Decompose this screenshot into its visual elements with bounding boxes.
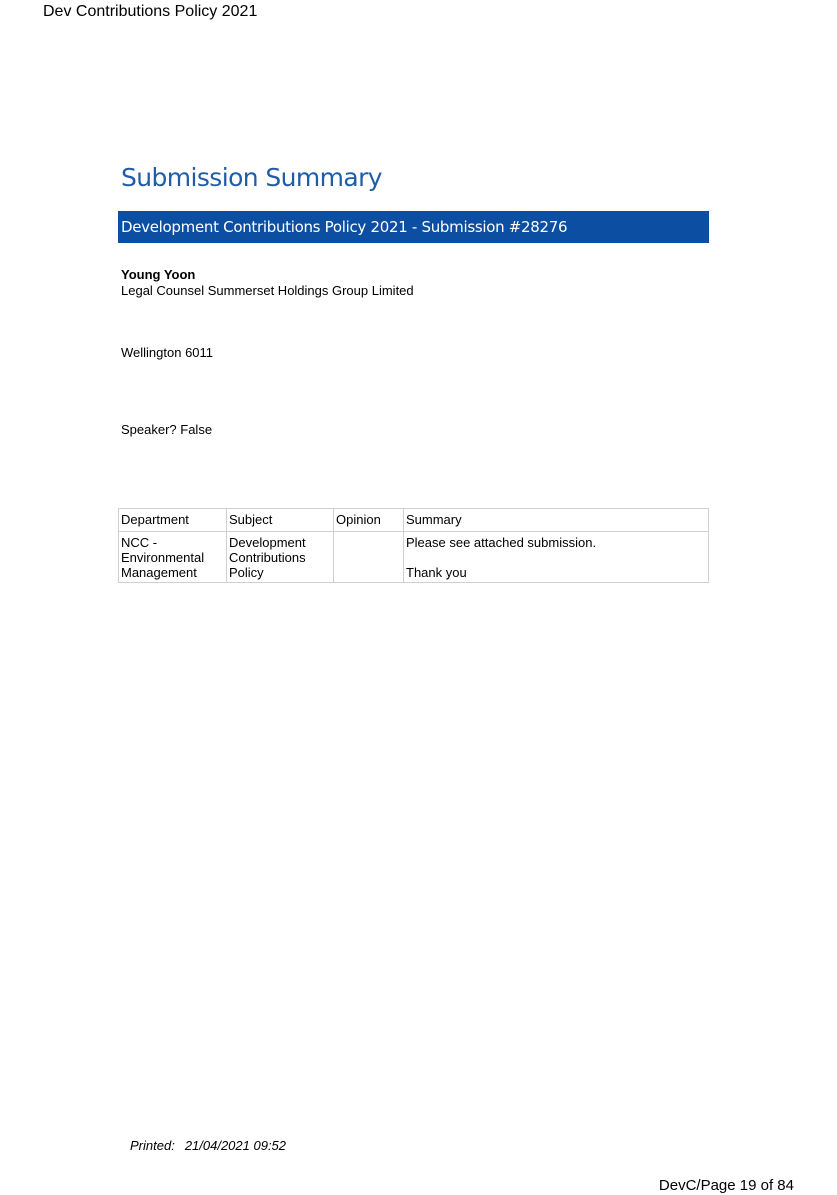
column-header-opinion: Opinion [334, 509, 404, 532]
cell-subject [227, 532, 334, 583]
summary-line: Thank you [406, 565, 467, 580]
speaker-status: Speaker? False [121, 422, 213, 437]
column-header-subject: Subject [227, 509, 334, 532]
printed-timestamp [130, 1138, 286, 1153]
page-number: DevC/Page 19 of 84 [658, 1177, 794, 1194]
submitter-address: Wellington 6011 [121, 345, 214, 360]
table-row [119, 532, 709, 583]
subject-line: Development [229, 535, 306, 550]
column-header-summary: Summary [404, 509, 709, 532]
document-header-title: Dev Contributions Policy 2021 [43, 3, 258, 20]
department-line: Environmental [121, 550, 205, 565]
submitter-organisation: Legal Counsel Summerset Holdings Group Limited [121, 283, 414, 298]
column-header-department: Department [119, 509, 227, 532]
submission-table [118, 508, 709, 583]
page-title: Submission Summary [121, 163, 382, 192]
submission-banner-text: Development Contributions Policy 2021 - Submission #28276 [121, 218, 568, 236]
department-line: NCC - [121, 535, 158, 550]
printed-label: Printed: [130, 1138, 175, 1153]
summary-line: Please see attached submission. [406, 535, 597, 550]
submitter-name: Young Yoon [121, 267, 196, 282]
printed-value: 21/04/2021 09:52 [184, 1138, 287, 1153]
submission-banner [118, 211, 709, 243]
cell-department [119, 532, 227, 583]
table-header-row [119, 509, 709, 532]
cell-opinion [334, 532, 404, 583]
department-line: Management [121, 565, 197, 580]
subject-line: Policy [229, 565, 264, 580]
cell-summary [404, 532, 709, 583]
subject-line: Contributions [229, 550, 306, 565]
